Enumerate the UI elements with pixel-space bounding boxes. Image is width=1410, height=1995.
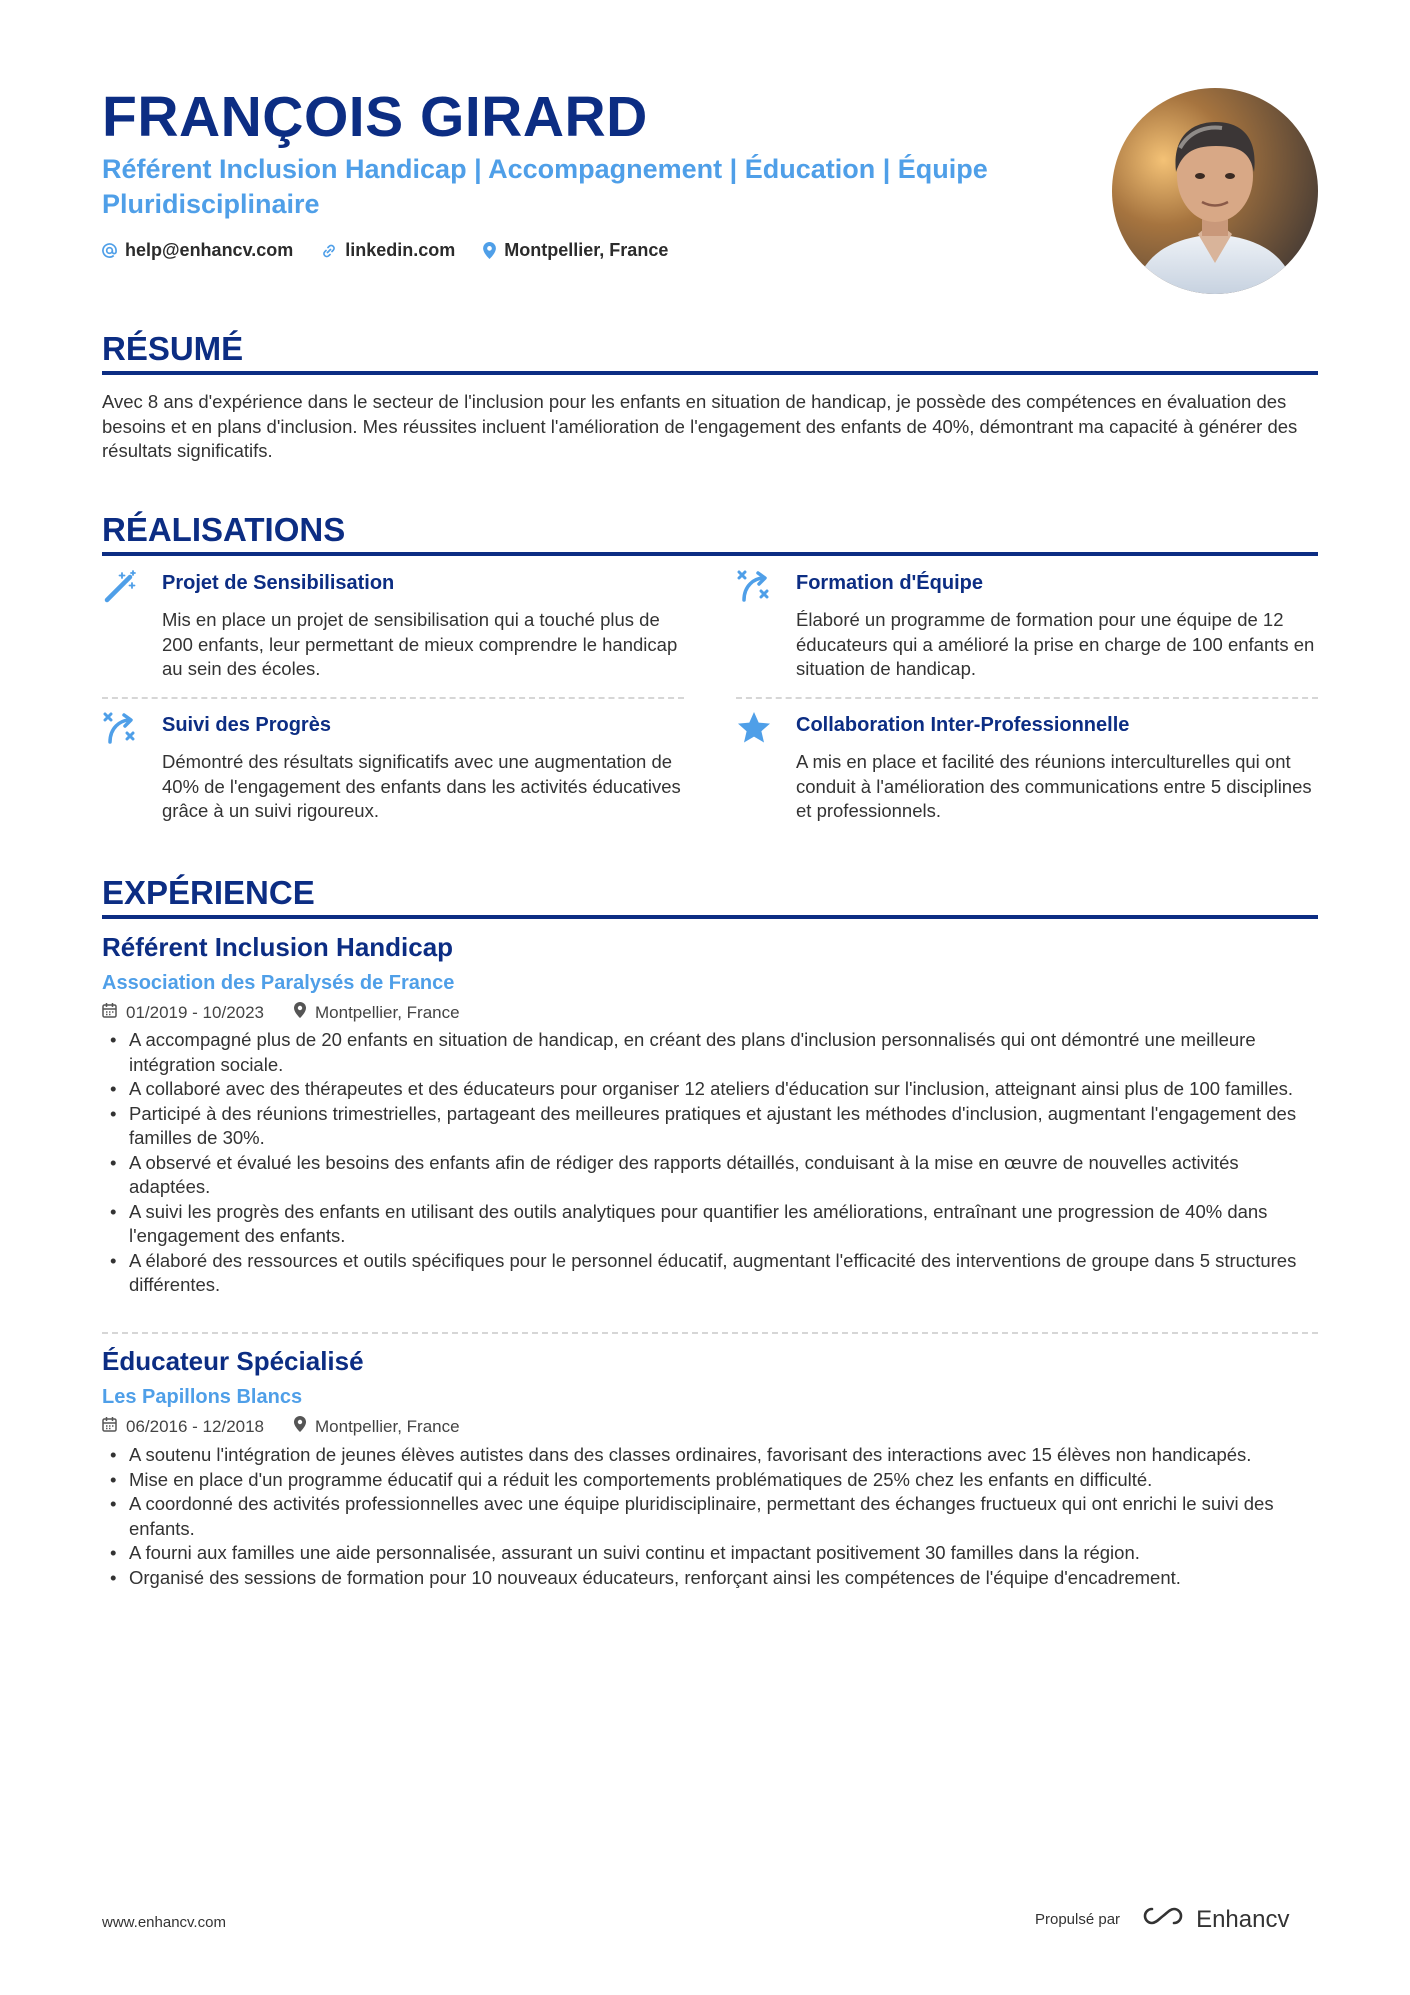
at-icon <box>102 243 117 258</box>
job-bullets <box>102 1443 1322 1590</box>
achievement-description: Élaboré un programme de formation pour une équipe de 12 éducateurs qui a amélioré la prise en charge de 100 enfants en situation de handicap. <box>796 609 1315 679</box>
infinity-logo-icon <box>1140 1904 1186 1935</box>
strategy-icon <box>736 568 772 604</box>
list-item: • A soutenu l'intégration de jeunes élèves autistes dans des classes ordinaires, favorisant des interactions avec 15 élèves non handicapés. <box>102 1443 1322 1468</box>
brand-name: Enhancv <box>1196 1905 1290 1933</box>
job-company: Les Papillons Blancs <box>102 1386 303 1408</box>
summary-title: RÉSUMÉ <box>102 330 244 367</box>
job-location-text: Montpellier, France <box>315 1002 460 1022</box>
job-company: Association des Paralysés de France <box>102 972 455 994</box>
contact-linkedin-text: linkedin.com <box>345 240 456 260</box>
achievements-title: RÉALISATIONS <box>102 511 346 548</box>
experience-title: EXPÉRIENCE <box>102 874 315 911</box>
job-location <box>294 1002 460 1023</box>
powered-by-label: Propulsé par <box>1035 1911 1121 1928</box>
list-item: • A accompagné plus de 20 enfants en situation de handicap, en créant des plans d'inclusion personnalisés qui ont démontré une meilleure intégration sociale. <box>102 1028 1322 1077</box>
contact-email-text: help@enhancv.com <box>125 240 294 260</box>
map-pin-icon <box>294 1002 306 1023</box>
job-dates-text: 01/2019 - 10/2023 <box>126 1002 265 1022</box>
list-item: • A collaboré avec des thérapeutes et des éducateurs pour organiser 12 ateliers d'éducation sur l'inclusion, atteignant ainsi plus de 100 familles. <box>102 1077 1322 1102</box>
list-item: • Participé à des réunions trimestrielles, partageant des meilleures pratiques et ajustant les méthodes d'inclusion, augmentant l'engagement des familles de 30%. <box>102 1102 1322 1151</box>
candidate-name: FRANÇOIS GIRARD <box>102 85 648 149</box>
magic-wand-icon <box>102 568 138 604</box>
list-item: • Mise en place d'un programme éducatif qui a réduit les comportements problématiques de 25% chez les enfants en difficulté. <box>102 1468 1322 1493</box>
achievement-title: Formation d'Équipe <box>796 572 983 594</box>
footer-website[interactable]: www.enhancv.com <box>102 1914 226 1931</box>
job-dates <box>102 1416 264 1437</box>
job-divider <box>102 1332 1318 1334</box>
achievement-description: Mis en place un projet de sensibilisation qui a touché plus de 200 enfants, leur permettant de mieux comprendre le handicap au sein des écoles. <box>162 609 678 679</box>
profile-photo <box>1112 88 1318 294</box>
map-pin-icon <box>294 1416 306 1437</box>
job-location-text: Montpellier, France <box>315 1416 460 1436</box>
list-item: • A fourni aux familles une aide personnalisée, assurant un suivi continu et impactant positivement 30 familles dans la région. <box>102 1541 1322 1566</box>
job-dates-text: 06/2016 - 12/2018 <box>126 1416 265 1436</box>
contact-list <box>102 240 668 261</box>
achievement-title: Projet de Sensibilisation <box>162 572 395 594</box>
contact-linkedin[interactable] <box>321 240 455 261</box>
list-item: • A coordonné des activités professionnelles avec une équipe pluridisciplinaire, permettant des échanges fructueux qui ont enrichi le suivi des enfants. <box>102 1492 1322 1541</box>
summary-divider <box>102 371 1318 375</box>
calendar-icon <box>102 1002 117 1023</box>
achievement-divider <box>102 697 684 699</box>
list-item: • A suivi les progrès des enfants en utilisant des outils analytiques pour quantifier les améliorations, entraînant une progression de 40% dans l'engagement des enfants. <box>102 1200 1322 1249</box>
contact-email[interactable] <box>102 240 293 261</box>
calendar-icon <box>102 1416 117 1437</box>
job-title: Éducateur Spécialisé <box>102 1346 364 1376</box>
list-item: • A élaboré des ressources et outils spécifiques pour le personnel éducatif, augmentant l'efficacité des interventions de groupe dans 5 structures différentes. <box>102 1249 1322 1298</box>
achievements-divider <box>102 552 1318 556</box>
job-bullets <box>102 1028 1322 1298</box>
job-dates <box>102 1002 264 1023</box>
achievement-title: Suivi des Progrès <box>162 714 331 736</box>
list-item: • A observé et évalué les besoins des enfants afin de rédiger des rapports détaillés, conduisant à la mise en œuvre de nouvelles activités adaptées. <box>102 1151 1322 1200</box>
strategy-icon <box>102 710 138 746</box>
brand-logo[interactable] <box>1140 1904 1289 1935</box>
achievement-title: Collaboration Inter-Professionnelle <box>796 714 1130 736</box>
achievement-divider <box>736 697 1318 699</box>
link-icon <box>321 243 337 259</box>
achievement-description: Démontré des résultats significatifs avec une augmentation de 40% de l'engagement des enfants dans les activités éducatives grâce à un suivi rigoureux. <box>162 751 681 821</box>
experience-divider <box>102 915 1318 919</box>
contact-location <box>483 240 668 261</box>
job-title: Référent Inclusion Handicap <box>102 932 454 962</box>
job-location <box>294 1416 460 1437</box>
list-item: • Organisé des sessions de formation pour 10 nouveaux éducateurs, renforçant ainsi les compétences de l'équipe d'encadrement. <box>102 1566 1322 1591</box>
summary-text: Avec 8 ans d'expérience dans le secteur de l'inclusion pour les enfants en situation de handicap, je possède des compétences en évaluation des besoins et en plans d'inclusion. Mes réussites incluent l'amélioration de l'engagement des enfants de 40%, démontrant ma capacité à générer des résultats significatifs. <box>102 391 1298 461</box>
candidate-headline: Référent Inclusion Handicap | Accompagnement | Éducation | Équipe Pluridisciplinaire <box>102 154 988 219</box>
achievement-description: A mis en place et facilité des réunions interculturelles qui ont conduit à l'amélioration des communications entre 5 disciplines et professionnels. <box>796 751 1312 821</box>
footer-branding <box>1035 1904 1289 1935</box>
job-meta <box>102 1002 460 1023</box>
job-meta <box>102 1416 460 1437</box>
map-pin-icon <box>483 242 496 259</box>
star-icon <box>736 710 772 746</box>
contact-location-text: Montpellier, France <box>504 240 669 260</box>
